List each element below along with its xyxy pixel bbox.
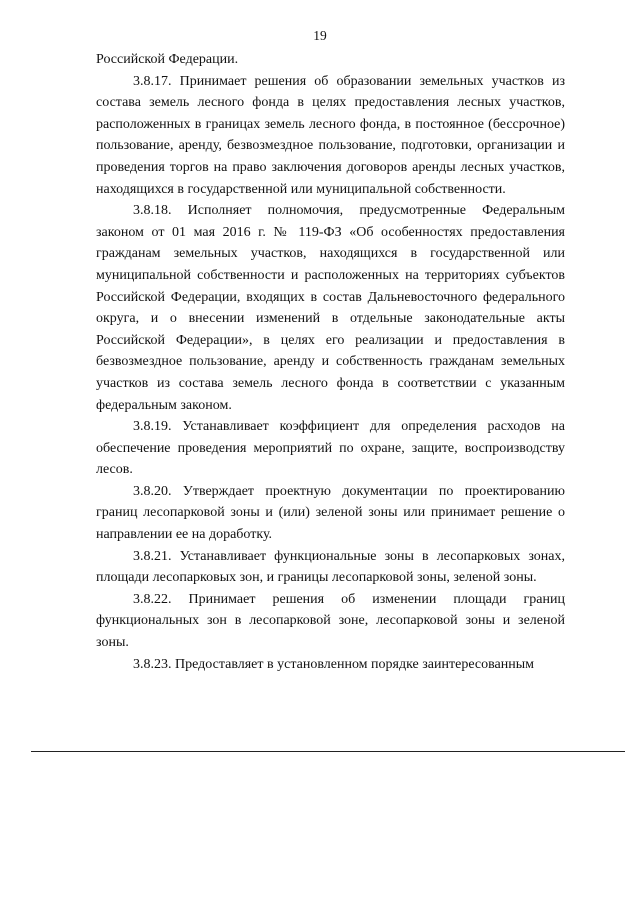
paragraph-3-8-19: 3.8.19. Устанавливает коэффициент для определения расходов на обеспечение проведения мероприятий по охране, защите, воспроизводству лесов.: [96, 419, 565, 478]
paragraph-continuation: Российской Федерации.: [96, 52, 239, 67]
document-body: [96, 49, 565, 675]
paragraph-3-8-21: 3.8.21. Устанавливает функциональные зоны в лесопарковых зонах, площади лесопарковых зон, и границы лесопарковой зоны, зеленой зоны.: [96, 548, 565, 586]
paragraph-3-8-22: 3.8.22. Принимает решения об изменении площади границ функциональных зон в лесопарковой зоне, лесопарковой зоны и зеленой зоны.: [96, 591, 565, 651]
paragraph-3-8-18: 3.8.18. Исполняет полномочия, предусмотренные Федеральным законом от 01 мая 2016 г. № 119-ФЗ «Об особенностях предоставления гражданам земельных участков, находящихся в государственной или муниципальной собственности и расположенных на территориях субъектов Российской Федерации, входящих в состав Дальневосточного федерального округа, и о внесении изменений в отдельные законодательные акты Российской Федерации», в целях его реализации и предоставления в безвозмездное пользование, аренду и собственность гражданам земельных участков из состава земель лесного фонда в соответствии с указанным федеральным законом.: [96, 203, 565, 413]
paragraph-3-8-23: 3.8.23. Предоставляет в установленном порядке заинтересованным: [133, 656, 534, 672]
paragraph-3-8-17: 3.8.17. Принимает решения об образовании земельных участков из состава земель лесного фонда в целях предоставления лесных участков, расположенных в границах земель лесного фонда, в постоянное (бессрочное) пользование, аренду, безвозмездное пользование, подготовки, организации и проведения торгов на право заключения договоров аренды лесных участков, находящихся в государственной или муниципальной собственности.: [96, 73, 565, 197]
paragraph-3-8-20: 3.8.20. Утверждает проектную документации по проектированию границ лесопарковой зоны и (или) зеленой зоны или принимает решение о направлении ее на доработку.: [96, 483, 565, 543]
footer-divider-line: [31, 751, 625, 752]
page-number: 19: [313, 28, 327, 43]
